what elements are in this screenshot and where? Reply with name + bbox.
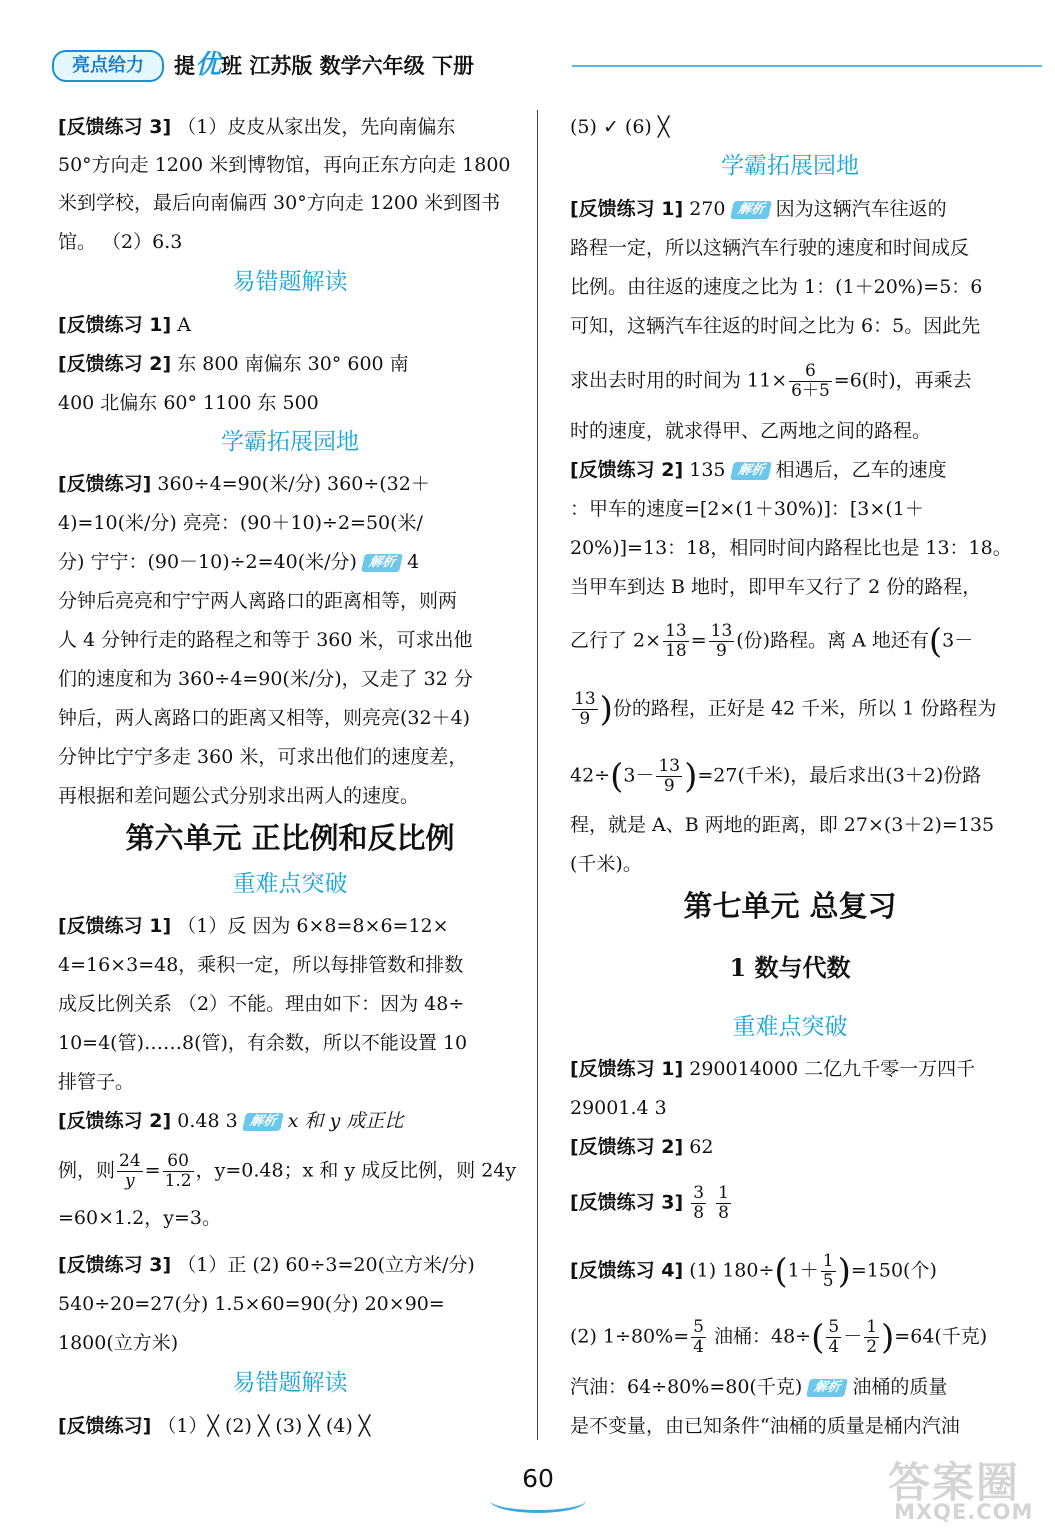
brand-logo: 亮点给力 [52, 50, 164, 82]
right-line-11: 当甲车到达 B 地时，即甲车又行了 2 份的路程， [570, 576, 982, 598]
right-line-12: 乙行了 2× $\frac{13}{18}$ = $\frac{13}{9}$ (份)路程。离 A 地还有(3－ [570, 621, 974, 662]
left-line-17: [反馈练习 1] （1）反 因为 6×8=8×6=12× [58, 915, 449, 937]
fraction: $\frac{13}{18}$ [665, 621, 687, 661]
analysis-badge: 解析 [730, 462, 772, 480]
fraction: $\frac{60}{1.2}$ [164, 1151, 192, 1191]
left-line-15: 分钟比宁宁多走 360 米，可求出他们的速度差， [58, 746, 468, 768]
right-line-24: 是不变量，由已知条件“油桶的质量是桶内汽油 [570, 1415, 960, 1437]
left-line-8: [反馈练习] 360÷4=90(米/分) 360÷(32＋ [58, 473, 430, 495]
right-line-3: 路程一定，所以这辆汽车行驶的速度和时间成反 [570, 237, 970, 259]
right-line-18: 29001.4 3 [570, 1097, 667, 1119]
left-line-24: =60×1.2，y=3。 [58, 1207, 221, 1229]
right-line-16: (千米)。 [570, 853, 642, 875]
left-line-23: 例，则 $\frac{24}{y}$ = $\frac{60}{1.2}$ ，y=0.48；x 和 y 成反比例，则 24y [58, 1151, 517, 1191]
page-number: 60 [522, 1464, 554, 1493]
right-line-14: 42÷(3－ $\frac{13}{9}$ )=27(千米)，最后求出(3＋2)份路 [570, 756, 982, 797]
left-line-11: 分钟后亮亮和宁宁两人离路口的距离相等，则两 [58, 590, 458, 612]
left-line-5: [反馈练习 1] A [58, 314, 191, 336]
analysis-badge: 解析 [242, 1113, 284, 1131]
header-rule [572, 65, 1042, 67]
right-line-9: ：甲车的速度=[2×(1＋30%)]：[3×(1＋ [570, 498, 924, 520]
left-line-3: 米到学校，最后向南偏西 30°方向走 1200 米到图书 [58, 192, 501, 214]
left-line-12: 人 4 分钟行走的路程之和等于 360 米，可求出他 [58, 629, 473, 651]
analysis-badge: 解析 [806, 1379, 848, 1397]
fraction: $\frac{13}{9}$ [658, 756, 681, 796]
section-heading-key-points-2: 重难点突破 [732, 1014, 848, 1040]
fraction: $\frac{5}{4}$ [828, 1317, 840, 1357]
right-line-17: [反馈练习 1] 290014000 二亿九千零一万四千 [570, 1058, 976, 1080]
book-title: 提优班 江苏版 数学六年级 下册 [174, 50, 474, 80]
left-line-1: [反馈练习 3] （1）皮皮从家出发，先向南偏东 [58, 116, 456, 138]
unit-seven-title: 第七单元 总复习 [683, 889, 897, 923]
fraction: $\frac{24}{y}$ [119, 1151, 141, 1191]
section-heading-errors-2: 易错题解读 [232, 1370, 348, 1396]
left-line-14: 钟后，两人离路口的距离又相等，则亮亮(32＋4) [58, 707, 471, 729]
right-line-21: [反馈练习 4] (1) 180÷(1＋ $\frac{1}{5}$ )=150(个) [570, 1251, 937, 1292]
left-line-4: 馆。 （2）6.3 [58, 231, 183, 253]
left-line-10: 分) 宁宁：(90－10)÷2=40(米/分) 解析 4 [58, 551, 420, 573]
left-line-2: 50°方向走 1200 米到博物馆，再向正东方向走 1800 [58, 154, 511, 176]
left-line-21: 排管子。 [58, 1071, 135, 1093]
left-line-9: 4)=10(米/分) 亮亮：(90＋10)÷2=50(米/ [58, 512, 423, 534]
section-heading-extension: 学霸拓展园地 [221, 429, 359, 455]
right-line-1: (5) ✓ (6) ╳ [570, 116, 670, 138]
fraction: $\frac{1}{5}$ [822, 1251, 834, 1291]
right-line-4: 比例。由往返的速度之比为 1：(1＋20%)=5：6 [570, 276, 983, 298]
right-line-10: 20%)]=13：18，相同时间内路程比也是 13：18。 [570, 537, 1012, 559]
analysis-badge: 解析 [730, 201, 772, 219]
fraction: $\frac{5}{4}$ [693, 1317, 704, 1357]
left-line-7: 400 北偏东 60° 1100 东 500 [58, 392, 319, 414]
left-line-13: 们的速度和为 360÷4=90(米/分)，又走了 32 分 [58, 668, 473, 690]
watermark-url: MXQE.COM [894, 1500, 1034, 1524]
right-line-23: 汽油：64÷80%=80(千克) 解析 油桶的质量 [570, 1376, 948, 1398]
unit-six-title: 第六单元 正比例和反比例 [125, 821, 455, 855]
watermark-title: 答案圈 [888, 1458, 1021, 1507]
section-heading-extension-2: 学霸拓展园地 [721, 153, 859, 179]
left-line-25: [反馈练习 3] （1）正 (2) 60÷3=20(立方米/分) [58, 1254, 475, 1276]
right-line-13: $\frac{13}{9}$ )份的路程，正好是 42 千米，所以 1 份路程为 [574, 689, 997, 730]
left-line-27: 1800(立方米) [58, 1332, 179, 1354]
fraction: $\frac{13}{9}$ [574, 689, 596, 729]
left-line-22: [反馈练习 2] 0.48 3 解析 x 和 y 成正比 [58, 1110, 404, 1132]
right-line-7: 时的速度，就求得甲、乙两地之间的路程。 [570, 420, 932, 442]
watermark [888, 1450, 1046, 1530]
right-line-19: [反馈练习 2] 62 [570, 1136, 714, 1158]
fraction: $\frac{13}{9}$ [710, 621, 733, 661]
left-line-28: [反馈练习] （1）╳ (2) ╳ (3) ╳ (4) ╳ [58, 1415, 371, 1437]
fraction: $\frac{6}{6+5}$ [791, 361, 830, 401]
fraction: $\frac{1}{2}$ [866, 1317, 878, 1357]
subsection-title: 1 数与代数 [729, 953, 851, 982]
section-heading-key-points: 重难点突破 [232, 871, 348, 897]
right-line-15: 程，就是 A、B 两地的距离，即 27×(3＋2)=135 [570, 814, 995, 836]
right-line-22: (2) 1÷80%= $\frac{5}{4}$ 油桶：48÷( $\frac{5}{4}$ － $\frac{1}{2}$ )=64(千克) [570, 1317, 988, 1358]
section-heading-errors: 易错题解读 [232, 269, 348, 295]
page-header [52, 48, 1042, 84]
left-line-16: 再根据和差问题公式分别求出两人的速度。 [58, 785, 420, 807]
fraction: $\frac{1}{8}$ [718, 1183, 729, 1223]
right-line-2: [反馈练习 1] 270 解析 因为这辆汽车往返的 [570, 198, 947, 220]
page-number-arc [490, 1488, 586, 1513]
left-line-26: 540÷20=27(分) 1.5×60=90(分) 20×90= [58, 1293, 445, 1315]
right-line-5: 可知，这辆汽车往返的时间之比为 6：5。因此先 [570, 315, 981, 337]
right-line-6: 求出去时用的时间为 11× $\frac{6}{6+5}$ =6(时)，再乘去 [570, 361, 972, 401]
right-line-8: [反馈练习 2] 135 解析 相遇后，乙车的速度 [570, 459, 947, 481]
column-divider [537, 110, 538, 1440]
left-line-18: 4=16×3=48，乘积一定，所以每排管数和排数 [58, 954, 464, 976]
left-line-6: [反馈练习 2] 东 800 南偏东 30° 600 南 [58, 353, 409, 375]
analysis-badge: 解析 [361, 554, 403, 572]
left-line-20: 10=4(管)……8(管)，有余数，所以不能设置 10 [58, 1032, 468, 1054]
right-line-20: [反馈练习 3] $\frac{3}{8}$ $\frac{1}{8}$ [570, 1183, 729, 1223]
left-line-19: 成反比例关系 （2）不能。理由如下：因为 48÷ [58, 993, 465, 1015]
fraction: $\frac{3}{8}$ [693, 1183, 705, 1223]
